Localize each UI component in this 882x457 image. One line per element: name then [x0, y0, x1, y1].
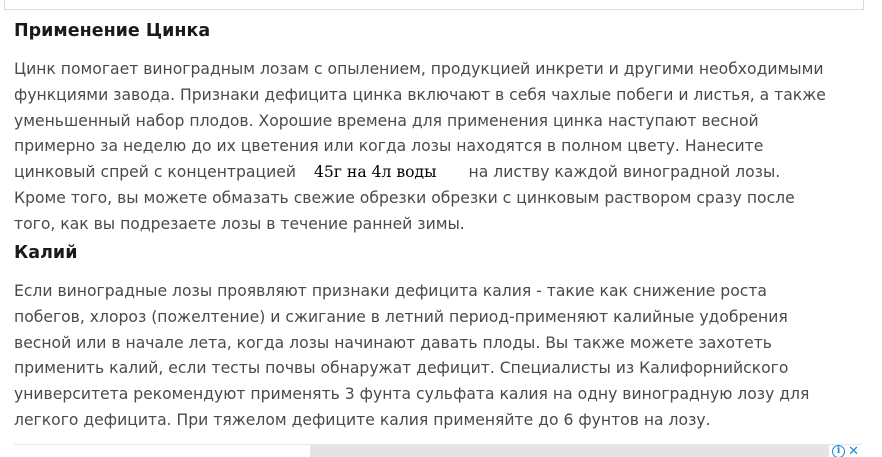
zinc-line-6: Кроме того, вы можете обмазать свежие обрезки обрезки с цинковым раствором сразу после	[14, 188, 795, 207]
zinc-line-1: Цинк помогает виноградным лозам с опылением, продукцией инкрети и другими необходимыми	[14, 60, 824, 78]
ad-banner-content[interactable]	[310, 445, 862, 457]
zinc-concentration-formula: 45г на 4л воды	[313, 163, 437, 182]
zinc-paragraph	[14, 57, 854, 238]
info-icon[interactable]: i	[832, 445, 845, 457]
potassium-paragraph	[14, 279, 854, 434]
potassium-line-2: побегов, хлороз (пожелтение) и сжигание в летний период-применяют калийные удобрения	[14, 307, 788, 326]
ad-controls	[829, 445, 862, 457]
potassium-line-6: легкого дефицита. При тяжелом дефиците калия применяйте до 6 фунтов на лозу.	[14, 410, 711, 429]
potassium-heading: Калий	[14, 243, 78, 263]
ad-banner[interactable]	[14, 444, 862, 457]
zinc-line-5	[14, 160, 854, 186]
zinc-heading: Применение Цинка	[14, 21, 211, 41]
zinc-line-5-before: цинковый спрей с концентрацией	[14, 163, 296, 182]
zinc-line-4: примерно за неделю до их цветения или когда лозы находятся в полном цвету. Нанесите	[14, 137, 764, 156]
close-icon[interactable]: ✕	[848, 444, 859, 457]
zinc-line-3: уменьшенный набор плодов. Хорошие времена для применения цинка наступают весной	[14, 111, 759, 130]
zinc-line-5-after: на листву каждой виноградной лозы.	[468, 163, 781, 182]
top-content-box	[4, 0, 864, 10]
potassium-line-4: применить калий, если тесты почвы обнаружат дефицит. Специалисты из Калифорнийского	[14, 359, 789, 378]
potassium-line-5: университета рекомендуют применять 3 фунта сульфата калия на одну виноградную лозу для	[14, 385, 810, 404]
zinc-line-7: того, как вы подрезаете лозы в течение ранней зимы.	[14, 214, 465, 233]
zinc-line-2: функциями завода. Признаки дефицита цинка включают в себя чахлые побеги и листья, а также	[14, 85, 826, 104]
potassium-line-3: весной или в начале лета, когда лозы начинают давать плоды. Вы также можете захотеть	[14, 333, 773, 352]
potassium-line-1: Если виноградные лозы проявляют признаки дефицита калия - такие как снижение роста	[14, 282, 767, 300]
